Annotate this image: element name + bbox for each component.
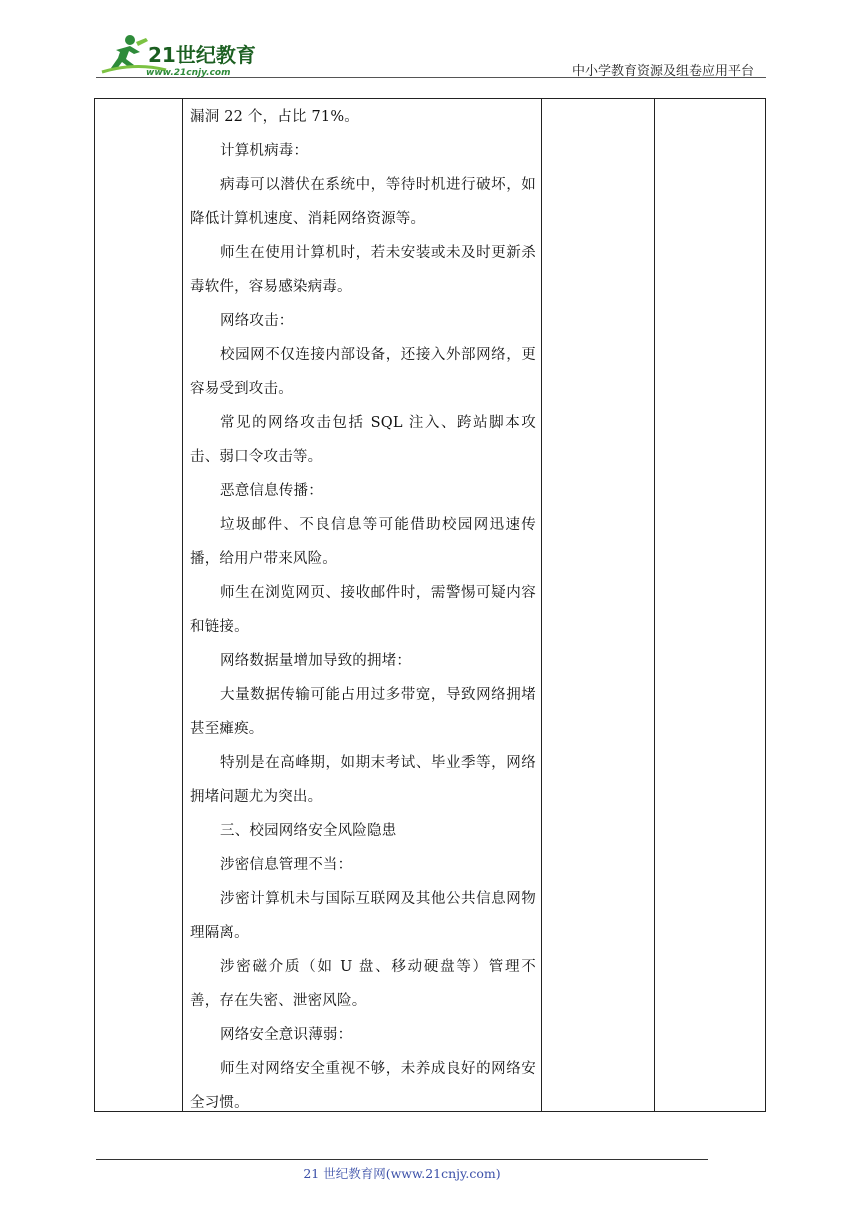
logo-url: www.21cnjy.com	[146, 68, 231, 78]
content-paragraph: 涉密磁介质（如 U 盘、移动硬盘等）管理不善，存在失密、泄密风险。	[190, 959, 536, 1009]
table-column-divider-1	[182, 98, 183, 1112]
content-paragraph: 特别是在高峰期，如期末考试、毕业季等，网络拥堵问题尤为突出。	[190, 755, 536, 805]
logo-runner-icon	[96, 32, 266, 78]
header-divider	[96, 77, 766, 78]
content-paragraph: 恶意信息传播：	[220, 483, 323, 499]
content-paragraph: 师生在浏览网页、接收邮件时，需警惕可疑内容和链接。	[190, 585, 536, 635]
footer-link[interactable]: 21 世纪教育网(www.21cnjy.com)	[303, 1166, 501, 1181]
content-paragraph: 垃圾邮件、不良信息等可能借助校园网迅速传播，给用户带来风险。	[190, 517, 536, 567]
content-paragraph: 师生对网络安全重视不够，未养成良好的网络安全习惯。	[190, 1061, 536, 1111]
content-paragraph: 三、校园网络安全风险隐患	[220, 823, 397, 839]
content-paragraph: 病毒可以潜伏在系统中，等待时机进行破坏，如降低计算机速度、消耗网络资源等。	[190, 177, 536, 227]
table-column-divider-2	[541, 98, 542, 1112]
footer-divider	[96, 1159, 708, 1160]
platform-name: 中小学教育资源及组卷应用平台	[571, 64, 754, 79]
content-paragraph: 涉密信息管理不当：	[220, 857, 353, 873]
content-paragraph: 网络数据量增加导致的拥堵：	[220, 653, 412, 669]
logo-text: 21世纪教育	[148, 43, 256, 67]
content-paragraph: 网络攻击：	[220, 313, 294, 329]
content-paragraph: 大量数据传输可能占用过多带宽，导致网络拥堵甚至瘫痪。	[190, 687, 536, 737]
content-paragraph: 师生在使用计算机时，若未安装或未及时更新杀毒软件，容易感染病毒。	[190, 245, 536, 295]
content-paragraph: 计算机病毒：	[220, 143, 309, 159]
content-paragraph: 常见的网络攻击包括 SQL 注入、跨站脚本攻击、弱口令攻击等。	[190, 415, 536, 465]
content-paragraph: 网络安全意识薄弱：	[220, 1027, 353, 1043]
table-column-divider-3	[654, 98, 655, 1112]
content-paragraph: 校园网不仅连接内部设备，还接入外部网络，更容易受到攻击。	[190, 347, 536, 397]
table-content-cell	[190, 100, 536, 1120]
content-paragraph: 漏洞 22 个，占比 71%。	[190, 109, 360, 125]
content-paragraph: 涉密计算机未与国际互联网及其他公共信息网物理隔离。	[190, 891, 536, 941]
site-logo	[96, 32, 266, 78]
